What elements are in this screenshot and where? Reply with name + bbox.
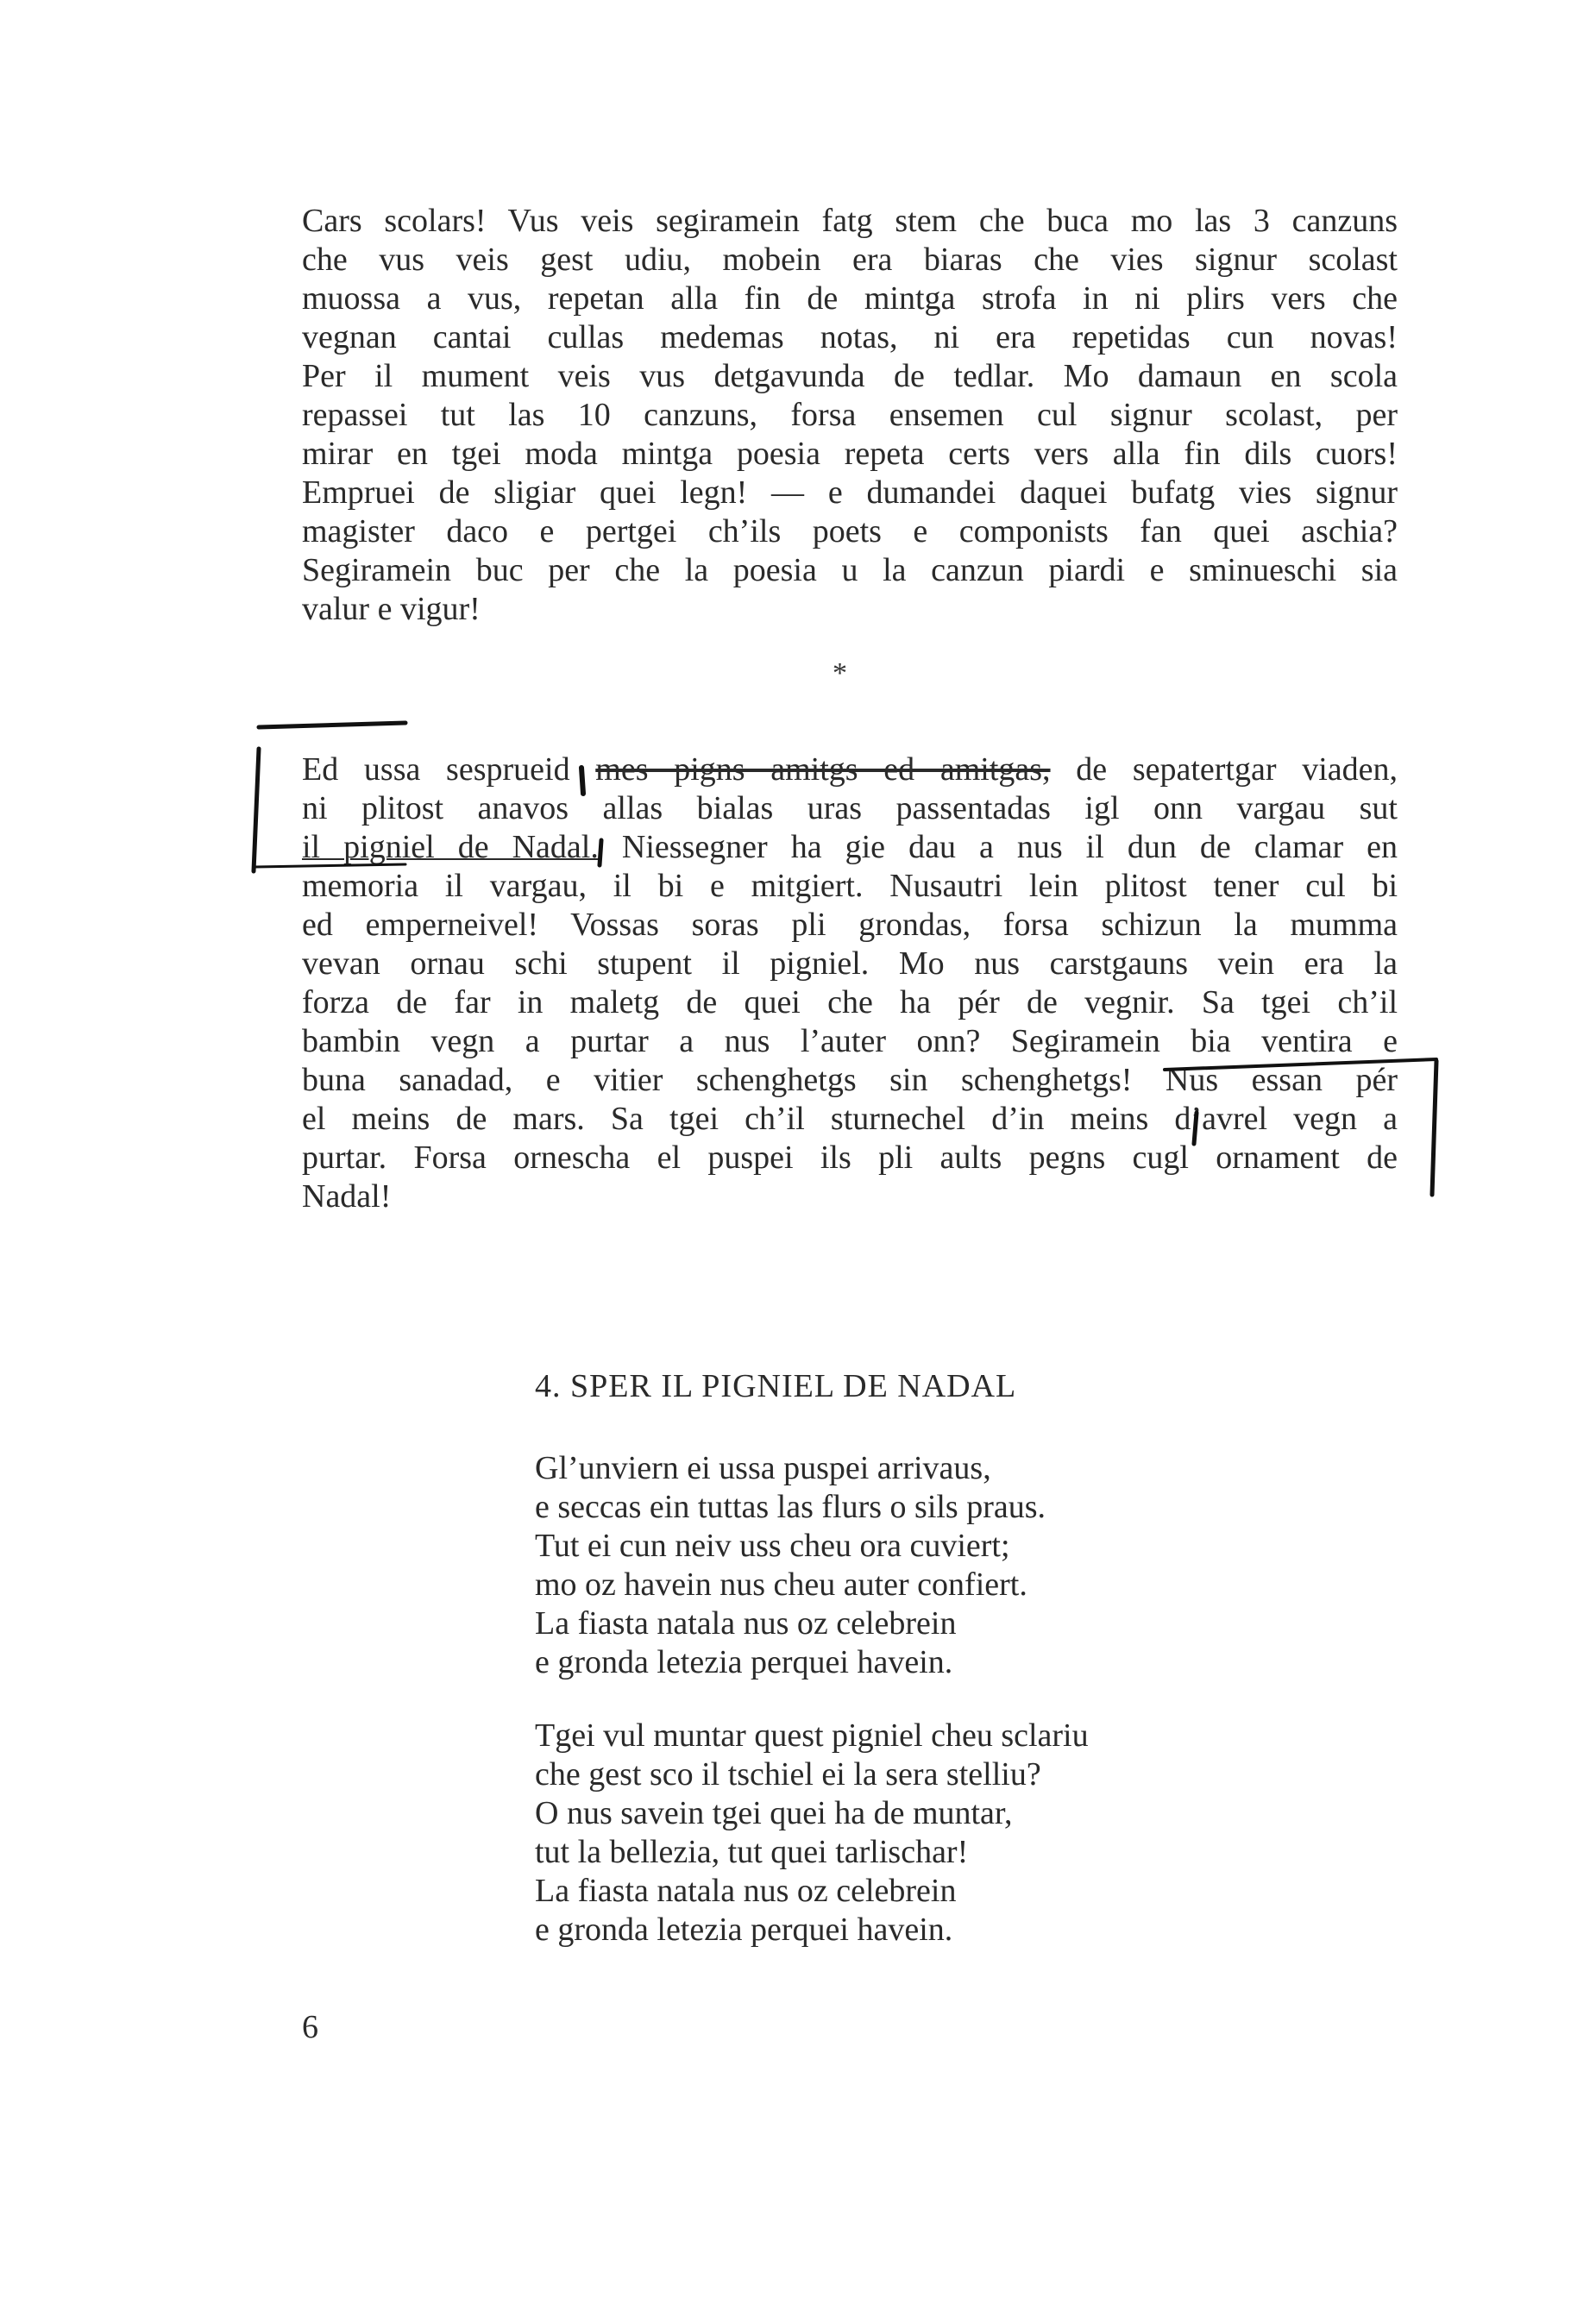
poem-line: che gest sco il tschiel ei la sera stelliu? [535, 1756, 1041, 1793]
poem-line: Tut ei cun neiv uss cheu ora cuviert; [535, 1528, 1010, 1564]
bracket-left-mark [254, 749, 259, 871]
text-segment: Niessegner ha gie dau a nus il dun de clamar en [621, 829, 1398, 865]
text-line: ni plitost anavos allas bialas uras passentadas igl onn vargau sut [302, 790, 1398, 826]
page-number: 6 [302, 2009, 318, 2045]
poem-line: e gronda letezia perquei havein. [535, 1644, 953, 1680]
underlined-text: il pigniel de Nadal. [302, 829, 599, 865]
poem-line: Tgei vul muntar quest pigniel cheu sclariu [535, 1717, 1089, 1754]
text-line: Cars scolars! Vus veis segiramein fatg stem che buca mo las 3 canzuns [302, 203, 1398, 239]
poem-line: mo oz havein nus cheu auter confiert. [535, 1567, 1027, 1603]
text-line: valur e vigur! [302, 591, 481, 627]
text-line: repassei tut las 10 canzuns, forsa ensemen cul signur scolast, per [302, 397, 1398, 433]
text-line: magister daco e pertgei ch’ils poets e componists fan quei aschia? [302, 513, 1398, 549]
poem-line: tut la bellezia, tut quei tarlischar! [535, 1834, 969, 1870]
poem-title: 4. SPER IL PIGNIEL DE NADAL [535, 1368, 1017, 1404]
text-line: purtar. Forsa ornescha el puspei ils pli aults pegns cugl ornament de [302, 1140, 1398, 1176]
text-line: buna sanadad, e vitier schenghetgs sin schenghetgs! Nus essan pér [302, 1062, 1398, 1098]
struck-text: mes pigns amitgs ed amitgas, [595, 751, 1051, 788]
bracket-top-mark [259, 723, 405, 727]
poem-line: e seccas ein tuttas las flurs o sils praus. [535, 1489, 1046, 1525]
text-line: vegnan cantai cullas medemas notas, ni era repetidas cun novas! [302, 319, 1398, 355]
text-line: che vus veis gest udiu, mobein era biaras che vies signur scolast [302, 242, 1398, 278]
poem-stanza [535, 1717, 1089, 1950]
text-line: el meins de mars. Sa tgei ch’il sturnechel d’in meins d’avrel vegn a [302, 1101, 1398, 1137]
paragraph-reflection [302, 750, 1398, 1216]
text-line: memoria il vargau, il bi e mitgiert. Nusautri lein plitost tener cul bi [302, 868, 1398, 904]
text-segment: Ed ussa sesprueid [302, 751, 570, 788]
poem-line: O nus savein tgei quei ha de muntar, [535, 1795, 1013, 1831]
text-line-edited [302, 828, 1398, 867]
text-line: muossa a vus, repetan alla fin de mintga strofa in ni plirs vers che [302, 280, 1398, 317]
text-line: Per il mument veis vus detgavunda de tedlar. Mo damaun en scola [302, 358, 1398, 394]
text-line: vevan ornau schi stupent il pigniel. Mo nus carstgauns vein era la [302, 945, 1398, 982]
text-line: Nadal! [302, 1178, 392, 1215]
bracket-right-mark [1432, 1061, 1436, 1195]
text-line: ed emperneivel! Vossas soras pli grondas, forsa schizun la mumma [302, 907, 1398, 943]
paragraph-intro [302, 202, 1398, 629]
poem-line: Gl’unviern ei ussa puspei arrivaus, [535, 1450, 991, 1486]
text-line-edited [302, 750, 1398, 789]
poem-stanza [535, 1449, 1046, 1682]
text-line: bambin vegn a purtar a nus l’auter onn? Segiramein bia ventira e [302, 1023, 1398, 1059]
poem-line: La fiasta natala nus oz celebrein [535, 1873, 957, 1909]
text-segment: de sepatertgar viaden, [1076, 751, 1398, 788]
section-separator: * [833, 657, 847, 689]
poem-line: e gronda letezia perquei havein. [535, 1912, 953, 1948]
text-line: Segiramein buc per che la poesia u la canzun piardi e sminueschi sia [302, 552, 1398, 588]
text-line: forza de far in maletg de quei che ha pér de vegnir. Sa tgei ch’il [302, 984, 1398, 1020]
poem-line: La fiasta natala nus oz celebrein [535, 1605, 957, 1642]
text-line: mirar en tgei moda mintga poesia repeta certs vers alla fin dils cuors! [302, 436, 1398, 472]
text-line: Empruei de sligiar quei legn! — e dumandei daquei bufatg vies signur [302, 474, 1398, 511]
